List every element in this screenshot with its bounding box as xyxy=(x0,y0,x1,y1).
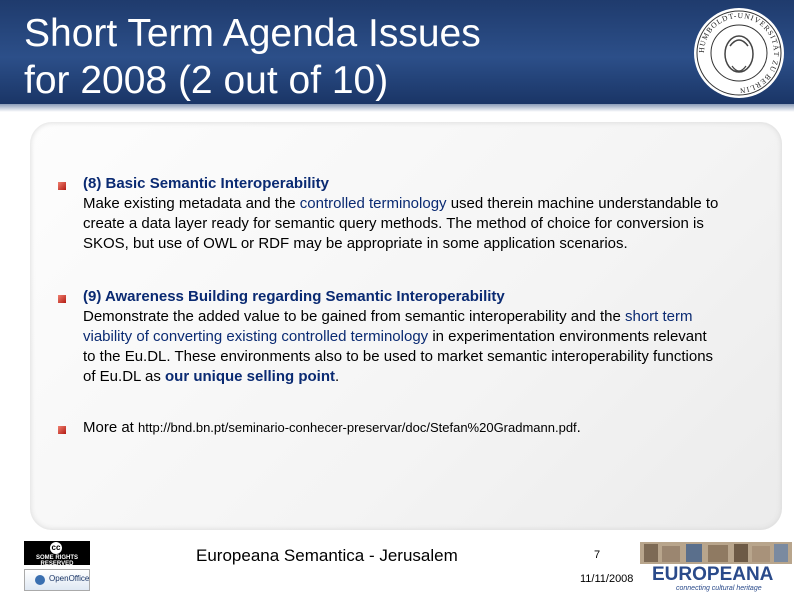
link-suffix: . xyxy=(576,419,581,436)
item-body-text: Demonstrate the added value to be gained from semantic interoperability and the xyxy=(83,308,625,325)
more-at-label: More at xyxy=(83,419,139,436)
cc-label: SOME RIGHTS RESERVED xyxy=(35,555,78,567)
slide-title xyxy=(24,10,481,104)
header-shadow xyxy=(0,104,794,112)
reference-link[interactable]: http://bnd.bn.pt/seminario-conhecer-preservar/doc/Stefan%20Gradmann.pdf xyxy=(138,420,577,435)
cc-icon: cc xyxy=(51,543,61,552)
title-line-2: for 2008 (2 out of 10) xyxy=(24,59,389,102)
item-body-text: in experimentation environments relevant to the Eu.DL. These environments also to be used to market semantic interoperability functions of Eu.DL as xyxy=(83,328,714,385)
item-body xyxy=(83,194,723,254)
slide-header xyxy=(0,0,794,104)
university-seal-icon xyxy=(692,6,786,100)
openoffice-icon xyxy=(35,575,45,585)
openoffice-label: OpenOffice xyxy=(49,574,90,583)
page-number: 7 xyxy=(594,549,601,561)
item-body xyxy=(83,307,723,387)
item-body-text: Make existing metadata and the xyxy=(83,195,300,212)
slide-date: 11/11/2008 xyxy=(580,573,634,585)
bullet-icon xyxy=(58,295,66,303)
item-heading: (9) Awareness Building regarding Semantic Interoperability xyxy=(83,288,505,305)
creative-commons-badge[interactable] xyxy=(24,541,90,565)
footer-title: Europeana Semantica - Jerusalem xyxy=(196,546,458,565)
bullet-icon xyxy=(58,182,66,190)
highlight-text: controlled terminology xyxy=(299,195,447,212)
europeana-wordmark: EUROPEANA xyxy=(652,564,774,585)
openoffice-badge[interactable] xyxy=(24,569,90,591)
agenda-item-8 xyxy=(83,174,723,254)
seal-text: HUMBOLDT-UNIVERSITÄT ZU BERLIN xyxy=(696,10,782,96)
europeana-tagline: connecting cultural heritage xyxy=(676,585,762,592)
item-body-text: . xyxy=(335,368,340,385)
more-info-item xyxy=(83,418,723,438)
highlight-text: our unique selling point xyxy=(165,368,335,385)
item-heading: (8) Basic Semantic Interoperability xyxy=(83,175,329,192)
highlight-text: short term viability of converting existing controlled terminology xyxy=(83,308,693,345)
item-body-text: used therein machine understandable to create a data layer ready for semantic query methods. The method of choice for conversion is SKOS, but use of OWL or RDF may be appropriate in some application scenarios. xyxy=(83,195,719,252)
agenda-item-9 xyxy=(83,287,723,387)
europeana-logo xyxy=(640,542,792,594)
title-line-1: Short Term Agenda Issues xyxy=(24,12,481,55)
bullet-icon xyxy=(58,426,66,434)
